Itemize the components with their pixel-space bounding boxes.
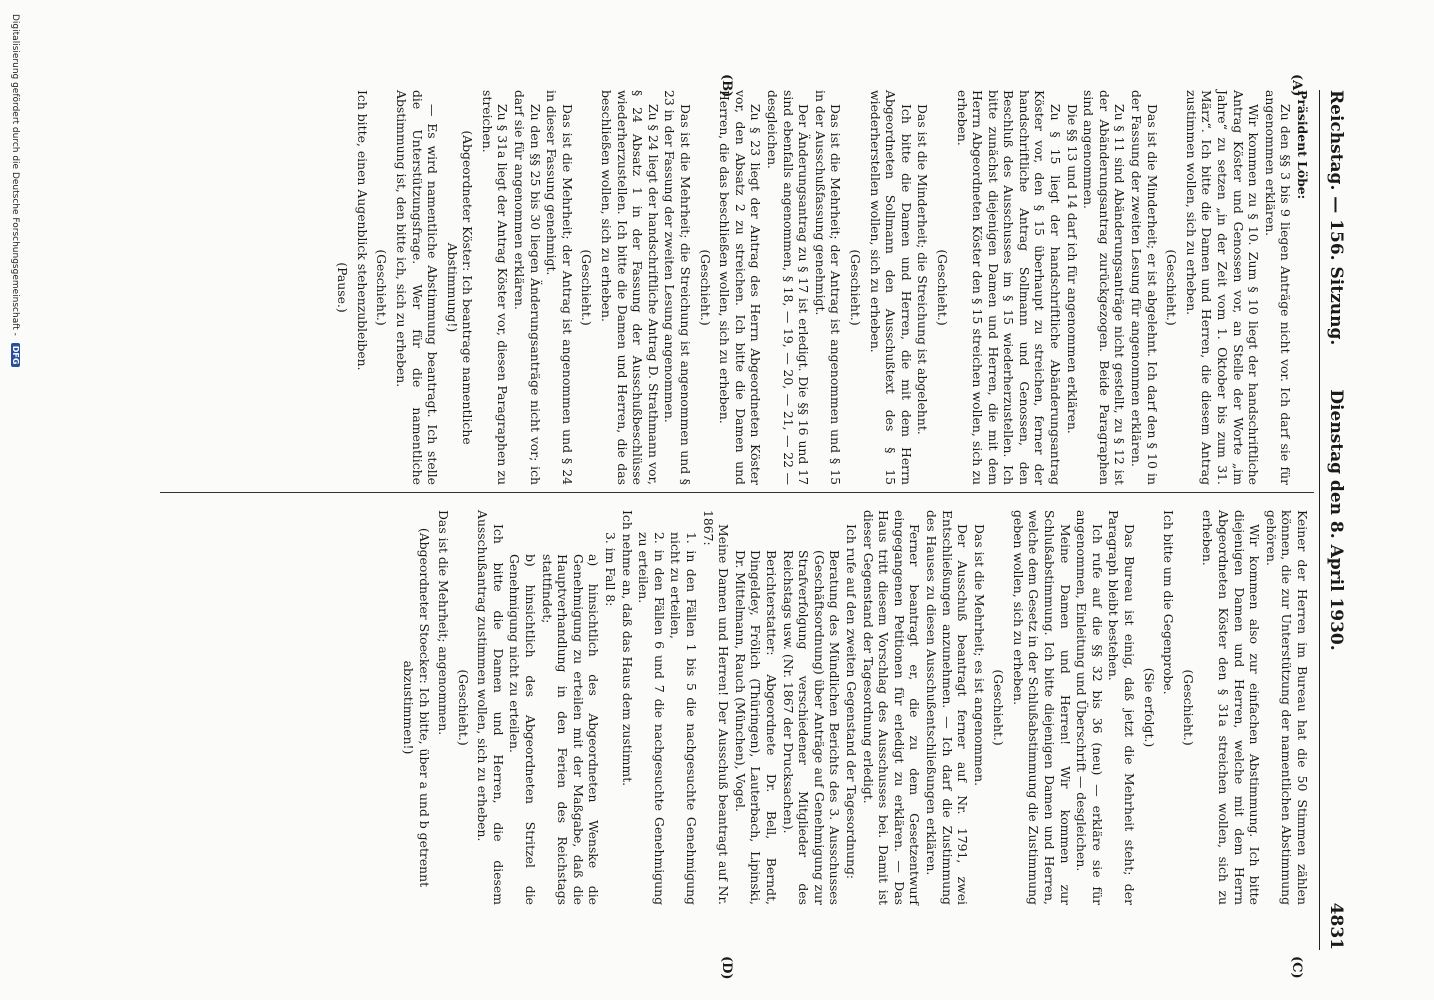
paragraph: Das ist die Mehrheit; angenommen.	[436, 510, 452, 736]
paragraph: Ich nehme an, daß das Haus dem zustimmt.	[619, 510, 635, 787]
stage-direction: (Pause.)	[335, 262, 351, 313]
footer-text: Digitalisierung gefördert durch die Deutsche Forschungsgemeinschaft -	[10, 14, 20, 336]
paragraph: Das ist die Minderheit; er ist abgelehnt. Ich darf den § 10 in der Fassung der zweiten Lesung für angenommen erklären.	[1129, 90, 1160, 485]
paragraph: Ich bitte um die Gegenprobe.	[1161, 510, 1177, 695]
margin-mark-c: (C)	[1289, 956, 1304, 979]
page-number: 4831	[1326, 902, 1346, 950]
paragraph: Zu den §§ 25 bis 30 liegen Änderungsanträge nicht vor; ich darf sie für angenommen erklären.	[512, 90, 543, 485]
paragraph: Ferner beantragt er, die zu dem Gesetzentwurf eingegangenen Petitionen für erledigt zu erklären. — Das Haus tritt diesem Vorschlag des Ausschusses bei. Damit ist dieser Gegenstand der Tagesordnung erledigt.	[860, 510, 923, 905]
paragraph: Der Ausschuß beantragt ferner auf Nr. 1791, zwei Entschließungen anzunehmen. — Ich darf die Zustimmung des Hauses zu diesen Ausschußentschließungen erklären.	[923, 510, 971, 905]
paragraph: Das Bureau ist einig, daß jetzt die Mehrheit steht; der Paragraph bleibt bestehen.	[1106, 510, 1138, 905]
paragraph: Ich bitte, einen Augenblick stehenzubleiben.	[354, 90, 370, 371]
paragraph: Zu § 11 sind Abänderungsanträge nicht gestellt, zu § 12 ist der Abänderungsantrag zurückgezogen. Beide Paragraphen sind angenommen.	[1081, 90, 1128, 485]
margin-mark-a: (A)	[1289, 74, 1304, 97]
paragraph: Zu § 31a liegt der Antrag Köster vor, diesen Paragraphen zu streichen.	[479, 90, 511, 485]
paragraph: Das ist die Mehrheit; es ist angenommen.	[971, 524, 987, 787]
paragraph: Ich rufe auf die §§ 32 bis 36 (neu) — erkläre sie für angenommen, Einleitung und Überschrift — desgleichen.	[1074, 510, 1105, 905]
paragraph: Zu den §§ 3 bis 9 liegen Anträge nicht vor. Ich darf sie für angenommen erklären.	[1262, 90, 1294, 485]
paragraph: 2. in den Fällen 6 und 7 die nachgesuchte Genehmigung zu erteilen.	[636, 532, 667, 905]
paragraph: Das ist die Mehrheit; der Antrag ist angenommen und § 24 in dieser Fassung genehmigt.	[544, 90, 575, 485]
header-rule	[1319, 90, 1320, 950]
paragraph: Die §§ 13 und 14 darf ich für angenommen erklären.	[1064, 104, 1080, 434]
stage-direction: (Geschieht.)	[697, 249, 713, 326]
paragraph: Zu § 15 liegt der handschriftliche Abänderungsantrag Köster vor, den § 15 überhaupt zu streichen, ferner der handschriftliche Antrag Sollmann und Genossen, den Beschluß des Ausschusses im § 15 wiederherzustellen. Ich bitte zunächst diejenigen Damen und Herren, die mit dem Herrn Abgeordneten Köster den § 15 streichen wollen, sich zu erheben.	[954, 90, 1064, 485]
paragraph: — Es wird namentliche Abstimmung beantragt. Ich stelle die Unterstützungsfrage. Wer für die namentliche Abstimmung ist, den bitte ich, sich zu erheben.	[393, 90, 441, 485]
paragraph: Das ist die Mehrheit; die Streichung ist angenommen und § 23 in der Fassung der zweiten Lesung angenommen.	[662, 90, 694, 485]
dfg-logo: DFG	[11, 343, 20, 368]
header-date: Dienstag den 8. April 1930.	[1326, 389, 1346, 651]
running-header	[1320, 90, 1346, 950]
paragraph: Wir kommen also zur einfachen Abstimmung. Ich bitte diejenigen Damen und Herren, welche mit dem Herrn Abgeordneten Köster den § 31a streichen wollen, sich zu erheben.	[1200, 510, 1263, 905]
paragraph: Das ist die Mehrheit; der Antrag ist angenommen und § 15 in der Ausschußfassung genehmigt.	[812, 90, 844, 485]
paragraph: 3. im Fall 8:	[603, 532, 619, 607]
paragraph: Beratung des Mündlichen Berichts des 3. Ausschusses (Geschäftsordnung) über Anträge auf Genehmigung zur Strafverfolgung verschiedener Mitglieder des Reichstags usw. (Nr. 1867 der Drucksachen).	[780, 550, 843, 905]
paragraph: Berichterstatter: Abgeordnete Dr. Bell, Berndt, Dingeldey, Frölich (Thüringen), Lauterbach, Lipinski, Dr. Mittelmann, Rauch (München), Vogel.	[732, 550, 779, 905]
stage-direction: (Geschieht.)	[374, 249, 390, 326]
digitization-footer	[10, 0, 20, 1000]
paragraph: a) hinsichtlich des Abgeordneten Wenske die Genehmigung zu erteilen mit der Maßgabe, daß die Hauptverhandlung in den Ferien des Reichstags stattfindet;	[539, 554, 602, 905]
paragraph: Zu § 23 liegt der Antrag des Herrn Abgeordneten Köster vor, den Absatz 2 zu streichen. Ich bitte die Damen und Herren, die das beschließen wollen, sich zu erheben.	[717, 90, 764, 485]
stage-direction: (Geschieht.)	[1164, 249, 1180, 326]
paragraph: Ich rufe auf den zweiten Gegenstand der Tagesordnung:	[843, 524, 859, 880]
margin-mark-b: (B)	[719, 74, 734, 98]
stage-direction: (Geschieht.)	[1180, 669, 1196, 746]
left-column	[331, 90, 1310, 485]
stage-direction: (Sie erfolgt.)	[1141, 667, 1157, 748]
stage-direction: (Geschieht.)	[847, 249, 863, 326]
paragraph: Der Änderungsantrag zu § 17 ist erledigt. Die §§ 16 und 17 sind ebenfalls angenommen, § 18, — 19, — 20, — 21, — 22 — desgleichen.	[765, 90, 812, 485]
column-divider	[160, 492, 1314, 493]
stage-direction: (Abgeordneter Stoecker: Ich bitte, über a und b getrennt abzustimmen!)	[400, 527, 432, 888]
paragraph: Keiner der Herren im Bureau hat die 50 Stimmen zählen können, die zur Unterstützung der namentlichen Abstimmung gehören.	[1263, 510, 1310, 905]
paragraph: Zu § 24 liegt der handschriftliche Antrag D. Strathmann vor, § 24 Absatz 1 in der Fassung der Ausschußbeschlüsse wiederherzustellen. Ich bitte die Damen und Herren, die das beschließen wollen, sich zu erheben.	[599, 90, 661, 485]
right-column	[396, 510, 1310, 905]
paragraph: Meine Damen und Herren! Der Ausschuß beantragt auf Nr. 1867:	[700, 510, 732, 905]
paragraph: Ich bitte die Damen und Herren, die diesem Ausschußantrag zustimmen wollen, sich zu erheben.	[475, 510, 506, 905]
paragraph: b) hinsichtlich des Abgeordneten Stritzel die Genehmigung nicht zu erteilen.	[507, 554, 539, 905]
header-session: Reichstag. — 156. Sitzung.	[1326, 90, 1346, 346]
paragraph: Wir kommen zu § 10. Zum § 10 liegt der handschriftliche Antrag Köster und Genossen vor, an Stelle der Worte „im Jahre“ zu setzen „in der Zeit vom 1. Oktober bis zum 31. März“. Ich bitte die Damen und Herren, die diesem Antrag zustimmen wollen, sich zu erheben.	[1183, 90, 1262, 485]
paragraph: 1. in den Fällen 1 bis 5 die nachgesuchte Genehmigung nicht zu erteilen,	[668, 532, 700, 905]
paragraph: Meine Damen und Herren! Wir kommen zur Schlußabstimmung. Ich bitte diejenigen Damen und Herren, welche dem Gesetz in der Schlußabstimmung die Zustimmung geben wollen, sich zu erheben.	[1010, 510, 1073, 905]
stage-direction: (Abgeordneter Köster: Ich beantrage namentliche Abstimmung!)	[444, 130, 476, 445]
paragraph: Das ist die Minderheit; die Streichung ist abgelehnt.	[915, 104, 931, 435]
stage-direction: (Geschieht.)	[991, 669, 1007, 746]
stage-direction: (Geschieht.)	[455, 669, 471, 746]
stage-direction: (Geschieht.)	[579, 249, 595, 326]
paragraph: Ich bitte die Damen und Herren, die mit dem Herrn Abgeordneten Sollmann den Ausschußtext des § 15 wiederherstellen wollen, sich zu erheben.	[867, 90, 914, 485]
margin-mark-d: (D)	[719, 956, 734, 980]
speaker-name: Präsident Löbe:	[1295, 90, 1310, 200]
stage-direction: (Geschieht.)	[934, 249, 950, 326]
